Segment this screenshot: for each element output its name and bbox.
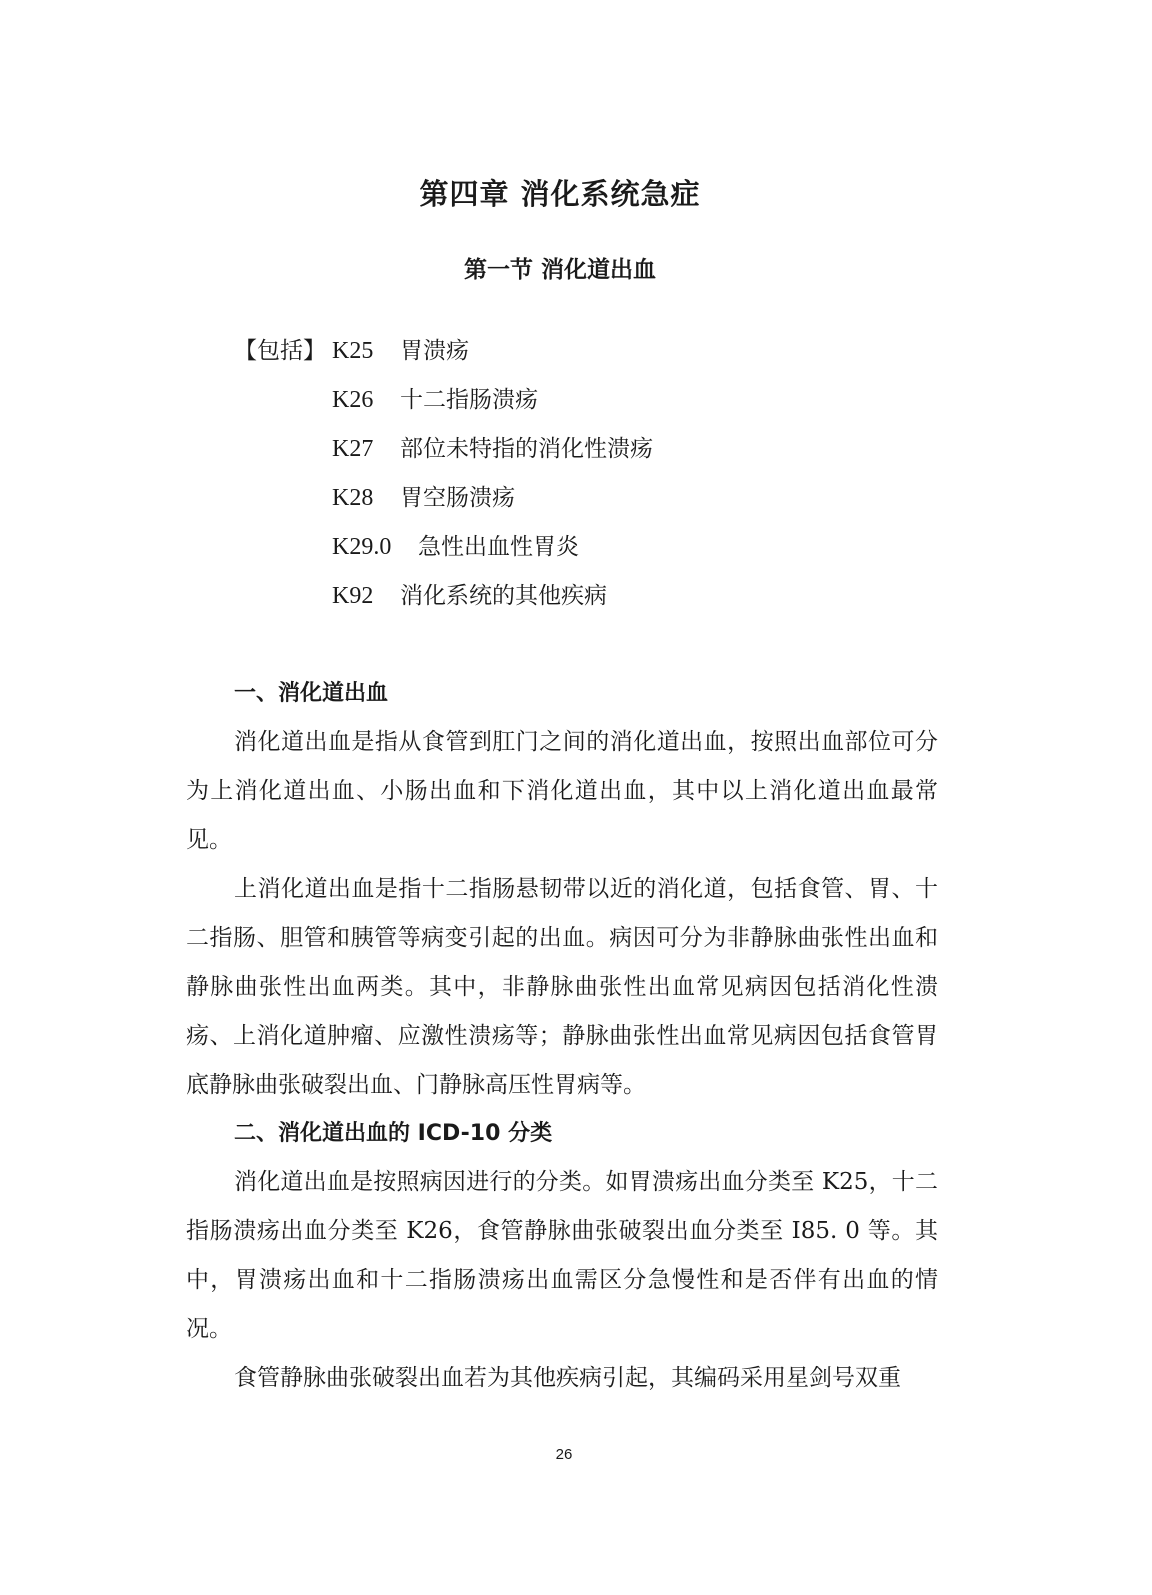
page-number: 26: [555, 1446, 573, 1463]
icd-code: K26: [332, 387, 374, 413]
section-title: 第一节 消化道出血: [463, 257, 656, 283]
paragraph: 消化道出血是指从食管到肛门之间的消化道出血，按照出血部位可分为上消化道出血、小肠出血和下消化道出血，其中以上消化道出血最常见。: [186, 729, 938, 853]
icd-description: 十二指肠溃疡: [400, 387, 538, 413]
icd-code: K25: [332, 338, 374, 364]
chapter-title: 第四章 消化系统急症: [419, 177, 701, 211]
paragraph: 食管静脉曲张破裂出血若为其他疾病引起，其编码采用星剑号双重: [234, 1365, 901, 1391]
icd-description: 部位未特指的消化性溃疡: [400, 436, 653, 462]
body-section-1: [186, 669, 938, 1110]
icd-code: K28: [332, 485, 374, 511]
icd-description: 急性出血性胃炎: [418, 534, 579, 560]
icd-description: 胃溃疡: [400, 338, 469, 364]
body-section-2: [186, 1109, 938, 1403]
includes-label: 【包括】: [234, 338, 326, 364]
icd-description: 胃空肠溃疡: [400, 485, 515, 511]
icd-description: 消化系统的其他疾病: [400, 583, 607, 609]
icd-code: K92: [332, 583, 374, 609]
section-heading: 一、消化道出血: [234, 681, 389, 706]
paragraph: 消化道出血是按照病因进行的分类。如胃溃疡出血分类至 K25，十二指肠溃疡出血分类至 K26，食管静脉曲张破裂出血分类至 I85. 0 等。其中，胃溃疡出血和十二指肠溃疡出血需区分急慢性和是否伴有出血的情况。: [186, 1169, 938, 1342]
section-heading: 二、消化道出血的 ICD-10 分类: [234, 1121, 553, 1146]
icd-code: K27: [332, 436, 374, 462]
icd-code: K29.0: [332, 534, 392, 560]
paragraph: 上消化道出血是指十二指肠悬韧带以近的消化道，包括食管、胃、十二指肠、胆管和胰管等病变引起的出血。病因可分为非静脉曲张性出血和静脉曲张性出血两类。其中，非静脉曲张性出血常见病因包括消化性溃疡、上消化道肿瘤、应激性溃疡等；静脉曲张性出血常见病因包括食管胃底静脉曲张破裂出血、门静脉高压性胃病等。: [186, 876, 938, 1098]
